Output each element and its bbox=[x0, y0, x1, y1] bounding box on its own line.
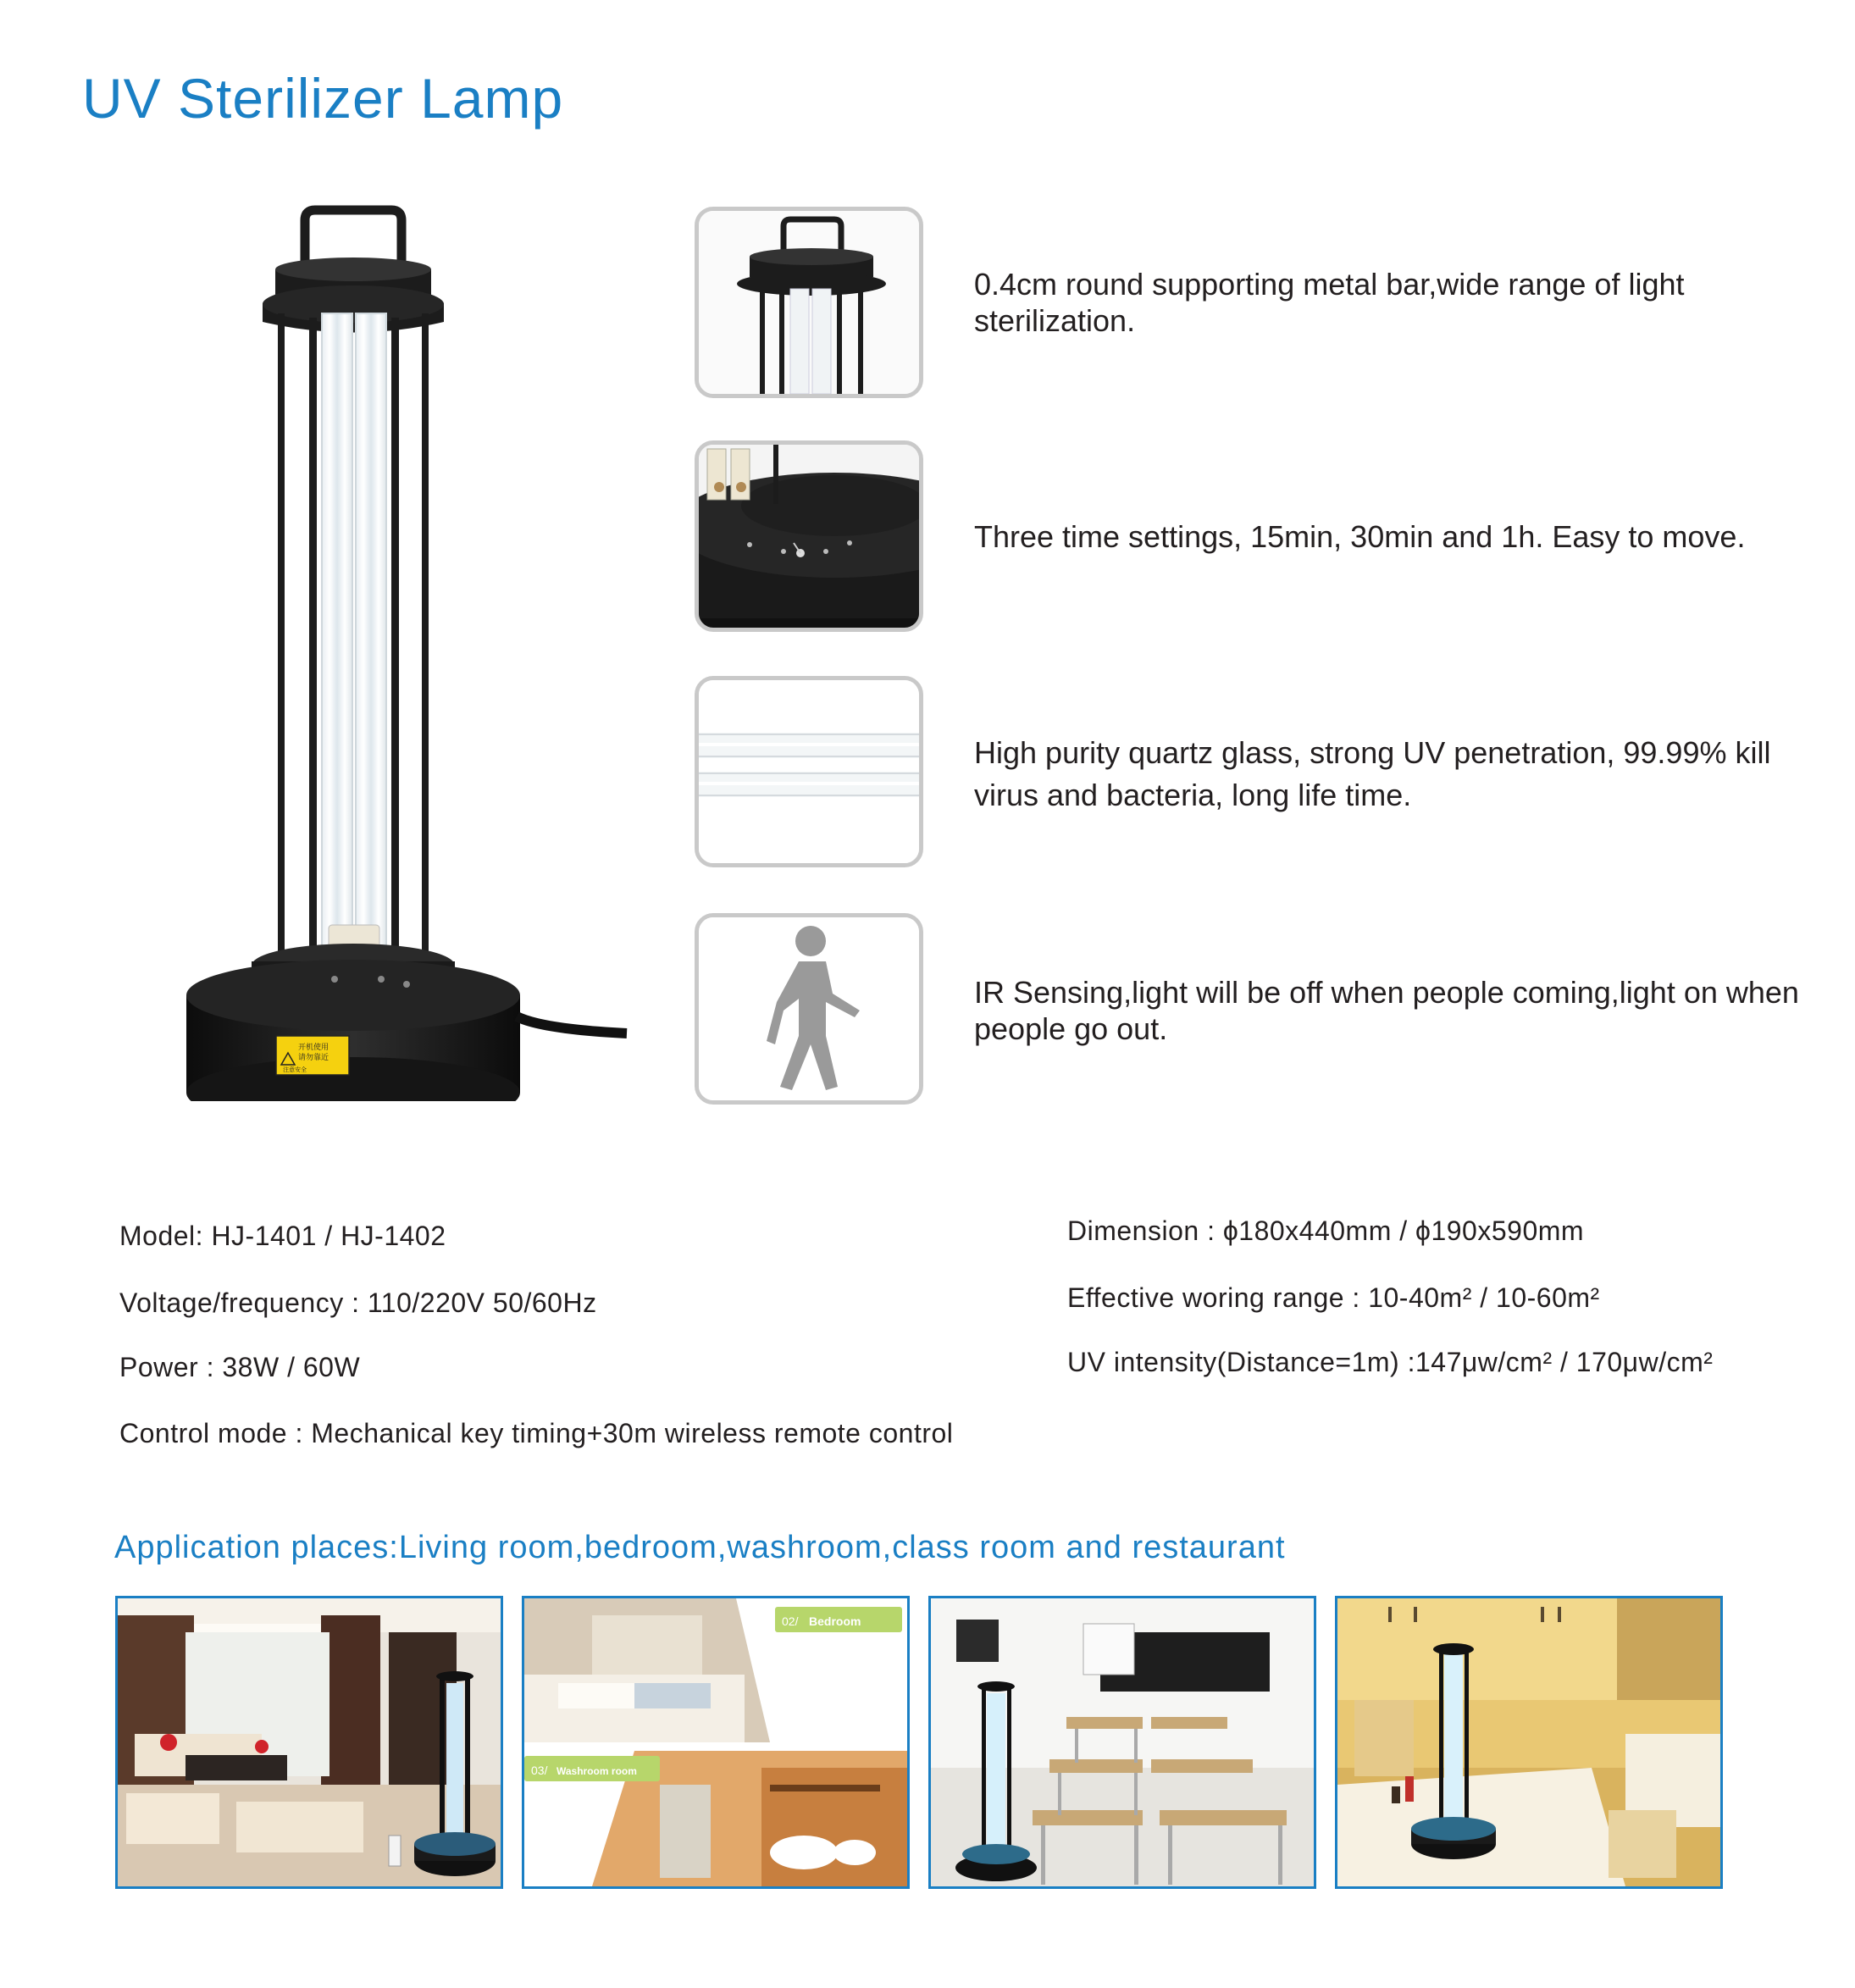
photo-classroom bbox=[928, 1596, 1316, 1889]
photo-bedroom-washroom bbox=[522, 1596, 910, 1889]
warning-line-2: 请勿靠近 bbox=[298, 1054, 329, 1062]
spec-dimension: Dimension : ϕ180x440mm / ϕ190x590mm bbox=[1067, 1216, 1585, 1246]
feature-text: 0.4cm round supporting metal bar,wide range of light sterilization. bbox=[974, 267, 1685, 338]
feature-text: Three time settings, 15min, 30min and 1h. Easy to move. bbox=[974, 519, 1746, 554]
spec-power: Power : 38W / 60W bbox=[119, 1352, 361, 1382]
handle-top-detail bbox=[695, 207, 923, 398]
spec-control-mode: Control mode : Mechanical key timing+30m wireless remote control bbox=[119, 1418, 954, 1448]
spec-model: Model: HJ-1401 / HJ-1402 bbox=[119, 1221, 446, 1251]
main-product-image bbox=[169, 203, 644, 1101]
tag-washroom: Washroom room bbox=[556, 1765, 637, 1777]
walking-person-icon bbox=[695, 913, 923, 1105]
warning-line-1: 开机使用 bbox=[298, 1044, 329, 1052]
spec-voltage: Voltage/frequency : 110/220V 50/60Hz bbox=[119, 1287, 597, 1318]
spec-uv-intensity: UV intensity(Distance=1m) :147μw/cm² / 170μw/cm² bbox=[1067, 1347, 1714, 1377]
feature-item bbox=[695, 913, 1813, 1105]
application-title: Application places:Living room,bedroom,washroom,class room and restaurant bbox=[114, 1530, 1286, 1565]
base-timer-detail bbox=[695, 440, 923, 632]
warning-label bbox=[276, 1036, 349, 1075]
feature-text: IR Sensing,light will be off when people coming,light on when people go out. bbox=[974, 975, 1799, 1046]
feature-item bbox=[695, 440, 1813, 632]
warning-line-3: 注意安全 bbox=[283, 1066, 307, 1073]
tag-washroom-num: 03/ bbox=[531, 1764, 548, 1777]
feature-item bbox=[695, 207, 1813, 398]
spec-range: Effective woring range : 10-40m² / 10-60m² bbox=[1067, 1282, 1600, 1313]
quartz-tube-detail bbox=[695, 676, 923, 867]
page-title: UV Sterilizer Lamp bbox=[82, 67, 564, 130]
feature-item bbox=[695, 676, 1813, 867]
photo-living-room bbox=[115, 1596, 503, 1889]
photo-restaurant bbox=[1335, 1596, 1723, 1889]
tag-bedroom-num: 02/ bbox=[782, 1614, 799, 1628]
tag-bedroom: Bedroom bbox=[809, 1614, 861, 1628]
feature-text: High purity quartz glass, strong UV penetration, 99.99% kill virus and bacteria, long life time. bbox=[974, 735, 1771, 812]
